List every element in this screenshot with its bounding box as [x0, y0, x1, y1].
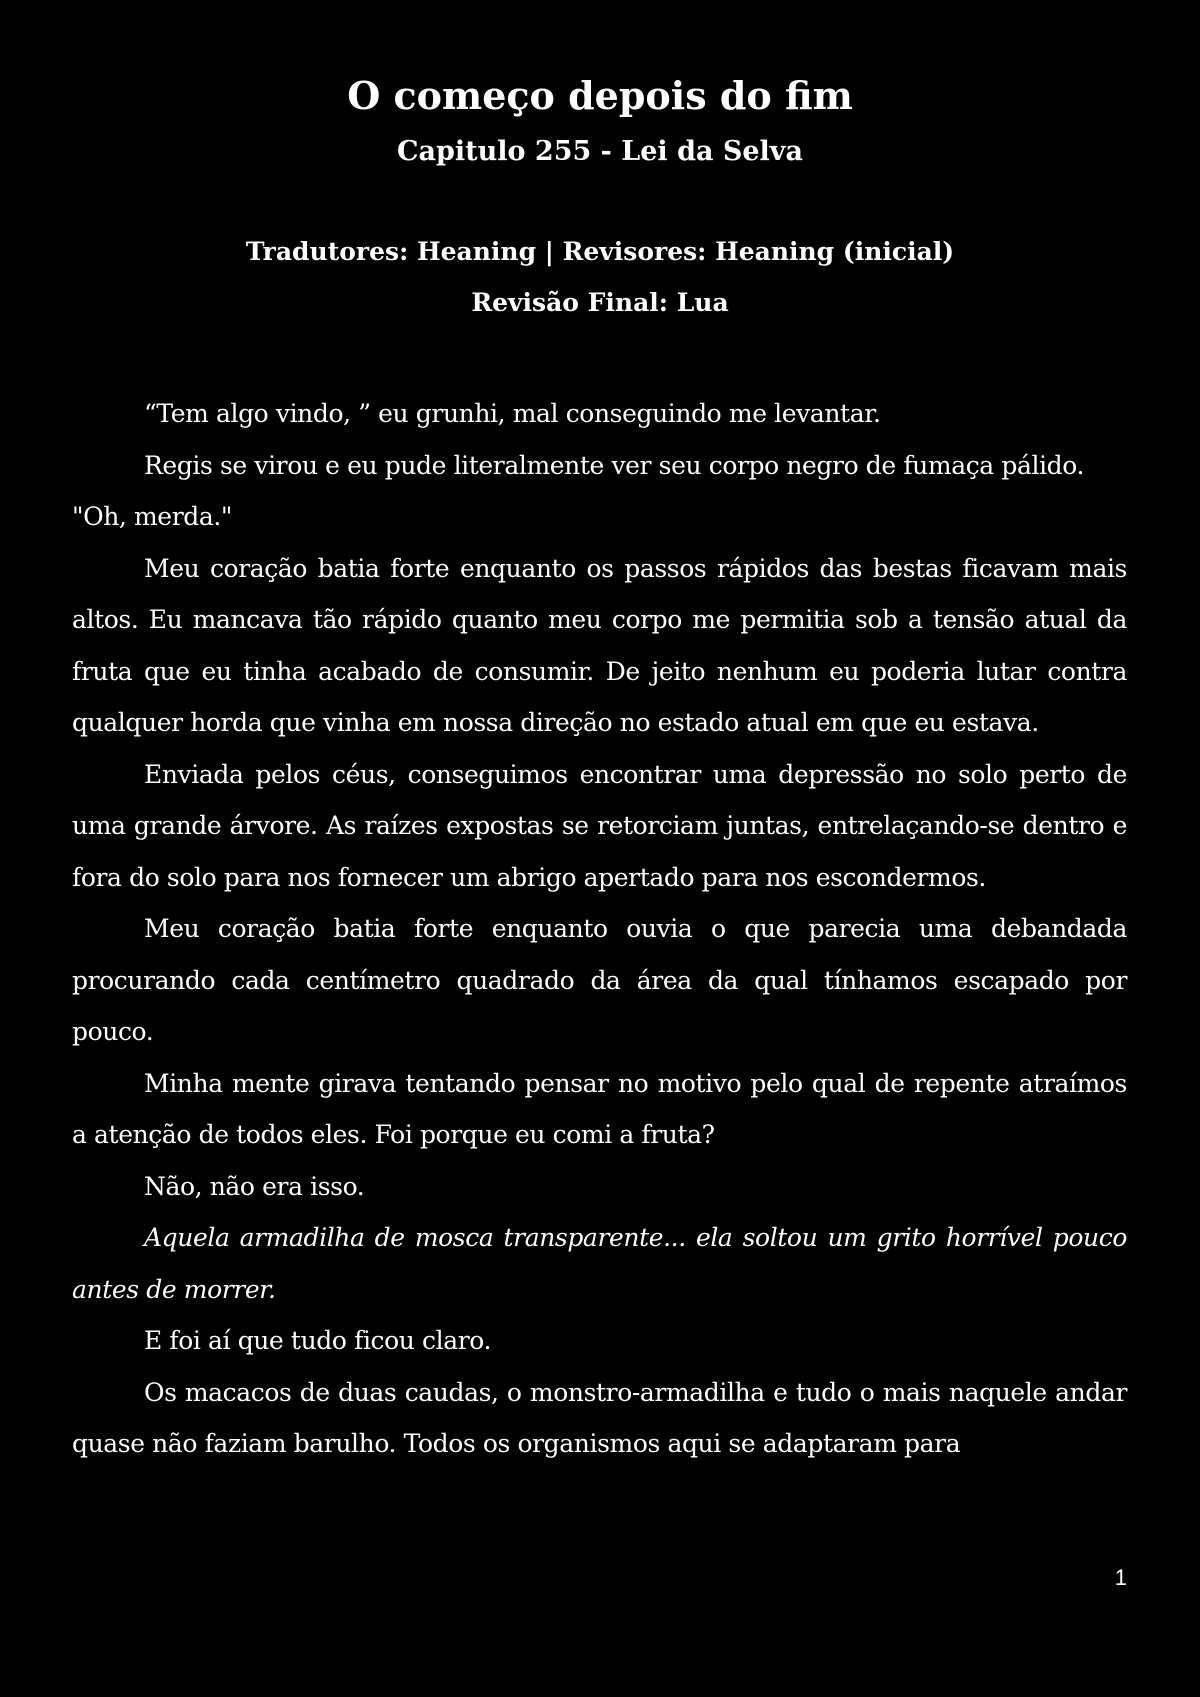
paragraph: Não, não era isso.: [144, 1171, 365, 1201]
chapter-title: Capitulo 255 - Lei da Selva: [397, 136, 803, 167]
paragraph: Enviada pelos céus, conseguimos encontrar uma depressão no solo perto de uma grande árvore. As raízes expostas se retorciam juntas, entrelaçando-se dentro e fora do solo para nos fornecer um abrigo apertado para nos escondermos.: [72, 759, 1127, 892]
paragraph: Regis se virou e eu pude literalmente ver seu corpo negro de fumaça pálido.: [144, 450, 1085, 480]
paragraph: E foi aí que tudo ficou claro.: [144, 1326, 492, 1355]
paragraph: “Tem algo vindo, ” eu grunhi, mal conseguindo me levantar.: [144, 399, 881, 428]
paragraph: Os macacos de duas caudas, o monstro-armadilha e tudo o mais naquele andar quase não faziam barulho. Todos os organismos aqui se adaptaram para: [72, 1377, 1127, 1458]
chapter-body: [72, 388, 1127, 1470]
document-title: O começo depois do fim: [347, 73, 853, 118]
paragraph: Meu coração batia forte enquanto os passos rápidos das bestas ficavam mais altos. Eu mancava tão rápido quanto meu corpo me permitia sob a tensão atual da fruta que eu tinha acabado de consumir. De jeito nenhum eu poderia lutar contra qualquer horda que vinha em nossa direção no estado atual em que eu estava.: [72, 553, 1127, 737]
paragraph: Minha mente girava tentando pensar no motivo pelo qual de repente atraímos a atenção de todos eles. Foi porque eu comi a fruta?: [72, 1068, 1127, 1149]
page-number: 1: [1114, 1565, 1127, 1590]
paragraph-italic: Aquela armadilha de mosca transparente... ela soltou um grito horrível pouco antes de morrer.: [72, 1223, 1127, 1304]
paragraph: Meu coração batia forte enquanto ouvia o que parecia uma debandada procurando cada centímetro quadrado da área da qual tínhamos escapado por pouco.: [72, 914, 1127, 1046]
translator-credits: Tradutores: Heaning | Revisores: Heaning (inicial): [245, 237, 955, 266]
final-review-credit: Revisão Final: Lua: [471, 288, 729, 317]
paragraph: "Oh, merda.": [72, 502, 232, 531]
